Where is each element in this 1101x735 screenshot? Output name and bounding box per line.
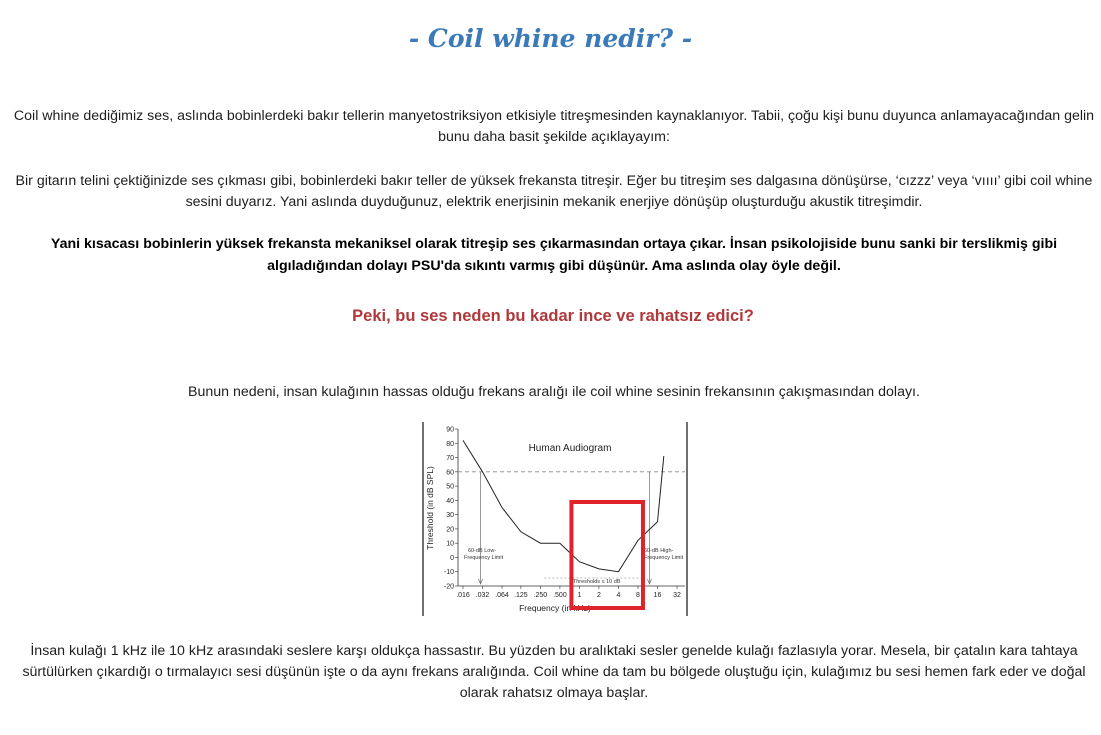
x-tick-label: 16: [653, 592, 662, 599]
x-tick-label: .064: [495, 592, 509, 599]
x-axis-label: Frequency (in kHz): [519, 603, 591, 613]
y-tick-label: 0: [450, 554, 454, 562]
x-tick-label: 32: [673, 592, 681, 599]
y-axis-label: Threshold (in dB SPL): [425, 466, 435, 550]
x-tick-label: 2: [596, 592, 601, 599]
paragraph-reason: Bunun nedeni, insan kulağının hassas olduğu frekans aralığı ile coil whine sesinin frekansının çakışmasından dolayı.: [188, 384, 920, 400]
x-tick-label: 4: [616, 592, 621, 599]
y-tick-label: 10: [446, 540, 454, 548]
x-tick-label: 1: [577, 592, 582, 599]
y-tick-label: -10: [443, 569, 454, 577]
page-heading: - Coil whine nedir? -: [408, 24, 693, 53]
x-tick-label: .250: [533, 592, 548, 599]
y-tick-label: 80: [446, 440, 454, 448]
y-tick-label: 90: [446, 426, 454, 434]
highlight-box: [571, 502, 643, 608]
low-limit-label-1: 60-dB Low-: [468, 548, 497, 554]
y-tick-label: 70: [446, 455, 454, 463]
y-tick-label: -20: [443, 583, 454, 591]
chart-title: Human Audiogram: [528, 443, 612, 454]
section-subheading: Peki, bu ses neden bu kadar ince ve rahatsız edici?: [352, 307, 754, 325]
paragraph-summary-bold: Yani kısacası bobinlerin yüksek frekansta mekaniksel olarak titreşip ses çıkarmasından ortaya çıkar. İnsan psikolojiside bunu sanki bir terslikmiş gibi algıladığından dolayı PSU'da sıkıntı varmış gibi düşünür. Ama aslında olay öyle değil.: [50, 236, 1058, 274]
y-tick-label: 50: [446, 483, 454, 491]
x-tick-label: .500: [553, 592, 567, 599]
audiogram-chart: [422, 422, 688, 616]
y-tick-label: 20: [446, 526, 454, 534]
x-tick-label: .016: [456, 592, 470, 599]
thresholds-label: Thresholds ≤ 10 dB: [572, 579, 621, 585]
x-tick-label: 8: [636, 592, 640, 599]
x-tick-label: .032: [475, 592, 490, 599]
audiogram-figure: [422, 422, 688, 616]
paragraph-guitar-analogy: Bir gitarın telini çektiğinizde ses çıkması gibi, bobinlerdeki bakır teller de yüksek frekansta titreşir. Eğer bu titreşim ses dalgasına dönüşürse, ‘cızzz’ veya ‘vıııı’ gibi coil whine sesini duyarız. Yani aslında duyduğunuz, elektrik enerjisinin mekanik enerjiye dönüşüp oluşturduğu akustik titreşimdir.: [15, 173, 1093, 210]
paragraph-intro: Coil whine dediğimiz ses, aslında bobinlerdeki bakır tellerin manyetostriksiyon etkisiyle titreşmesinden kaynaklanıyor. Tabii, çoğu kişi bunu duyunca anlamayacağından gelin bunu daha basit şekilde açıklayayım:: [13, 108, 1095, 145]
high-limit-label-2: Frequency Limit: [644, 555, 684, 561]
y-tick-label: 60: [446, 469, 454, 477]
high-limit-label-1: 60-dB High-: [644, 548, 674, 554]
y-tick-label: 30: [446, 512, 454, 520]
y-tick-label: 40: [446, 497, 454, 505]
x-tick-label: .125: [514, 592, 528, 599]
paragraph-sensitivity: İnsan kulağı 1 kHz ile 10 kHz arasındaki seslere karşı oldukça hassastır. Bu yüzden bu aralıktaki sesler genelde kulağı fazlasıyla yorar. Mesela, bir çatalın kara tahtaya sürtülürken çıkardığı o tırmalayıcı sesi düşünün işte o da aynı frekans aralığında. Coil whine da tam bu bölgede oluştuğu için, kulağımız bu sesi hemen fark eder ve doğal olarak rahatsız olmaya başlar.: [22, 643, 1086, 701]
low-limit-label-2: Frequency Limit: [464, 555, 504, 561]
